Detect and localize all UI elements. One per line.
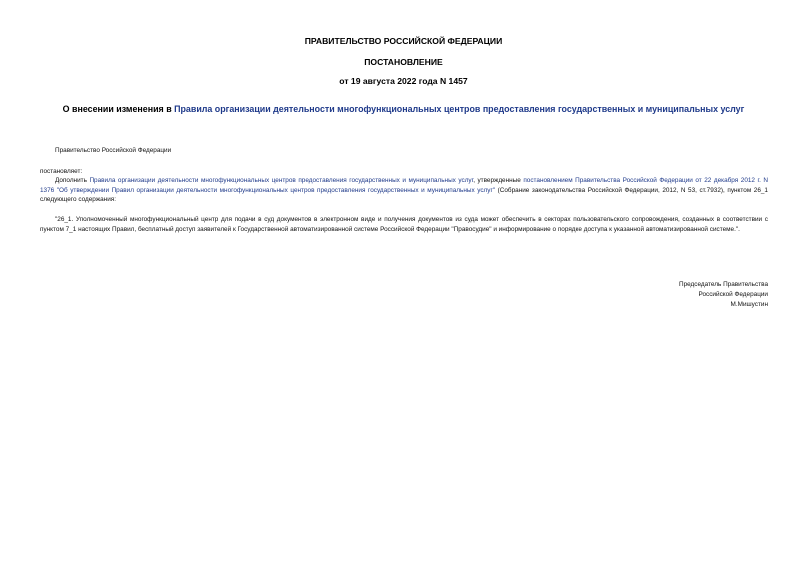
para-tail: (Собрание законодательства Российской Федерации, 2012, N 53, ст.7932), пунктом 26_1 следующего содержания: bbox=[40, 186, 768, 204]
resolves-text: постановляет: bbox=[40, 168, 83, 175]
subject-prefix: О внесении изменения в bbox=[62, 104, 175, 114]
signature-name: М.Мишустин bbox=[730, 301, 768, 308]
signature-position: Председатель Правительства bbox=[679, 281, 768, 288]
document-date: от 19 августа 2022 года N 1457 bbox=[339, 76, 468, 86]
document-type: ПОСТАНОВЛЕНИЕ bbox=[364, 57, 443, 67]
resolution-link[interactable]: постановлением Правительства Российской Федерации от 22 декабря 2012 г. N 1376 "Об утверждении Правил организации деятельности многофункциональных центров предоставления государственных и муниципальных услуг" bbox=[40, 177, 768, 194]
para-lead: Дополнить bbox=[55, 177, 90, 184]
para-mid: , утвержденные bbox=[473, 177, 524, 184]
signature-organization: Российской Федерации bbox=[698, 291, 768, 298]
subject-rules-link[interactable]: Правила организации деятельности многофункциональных центров предоставления государственных и муниципальных услуг bbox=[174, 104, 745, 114]
rules-link[interactable]: Правила организации деятельности многофункциональных центров предоставления государственных и муниципальных услуг bbox=[89, 177, 474, 184]
government-title: ПРАВИТЕЛЬСТВО РОССИЙСКОЙ ФЕДЕРАЦИИ bbox=[304, 36, 503, 46]
amendment-paragraph bbox=[40, 176, 768, 205]
issuer-text: Правительство Российской Федерации bbox=[55, 147, 172, 154]
document-subject bbox=[0, 104, 807, 115]
quoted-clause: "26_1. Уполномоченный многофункциональный центр для подачи в суд документов в электронном виде и получения документов из суда может обеспечить в секторах пользовательского сопровождения, созданных в соответствии с пунктом 7_1 настоящих Правил, бесплатный доступ заявителей к Государственной автоматизированной системе Российской Федерации "Правосудие" и информирование о порядке доступа к указанной автоматизированной системе.". bbox=[40, 216, 768, 233]
